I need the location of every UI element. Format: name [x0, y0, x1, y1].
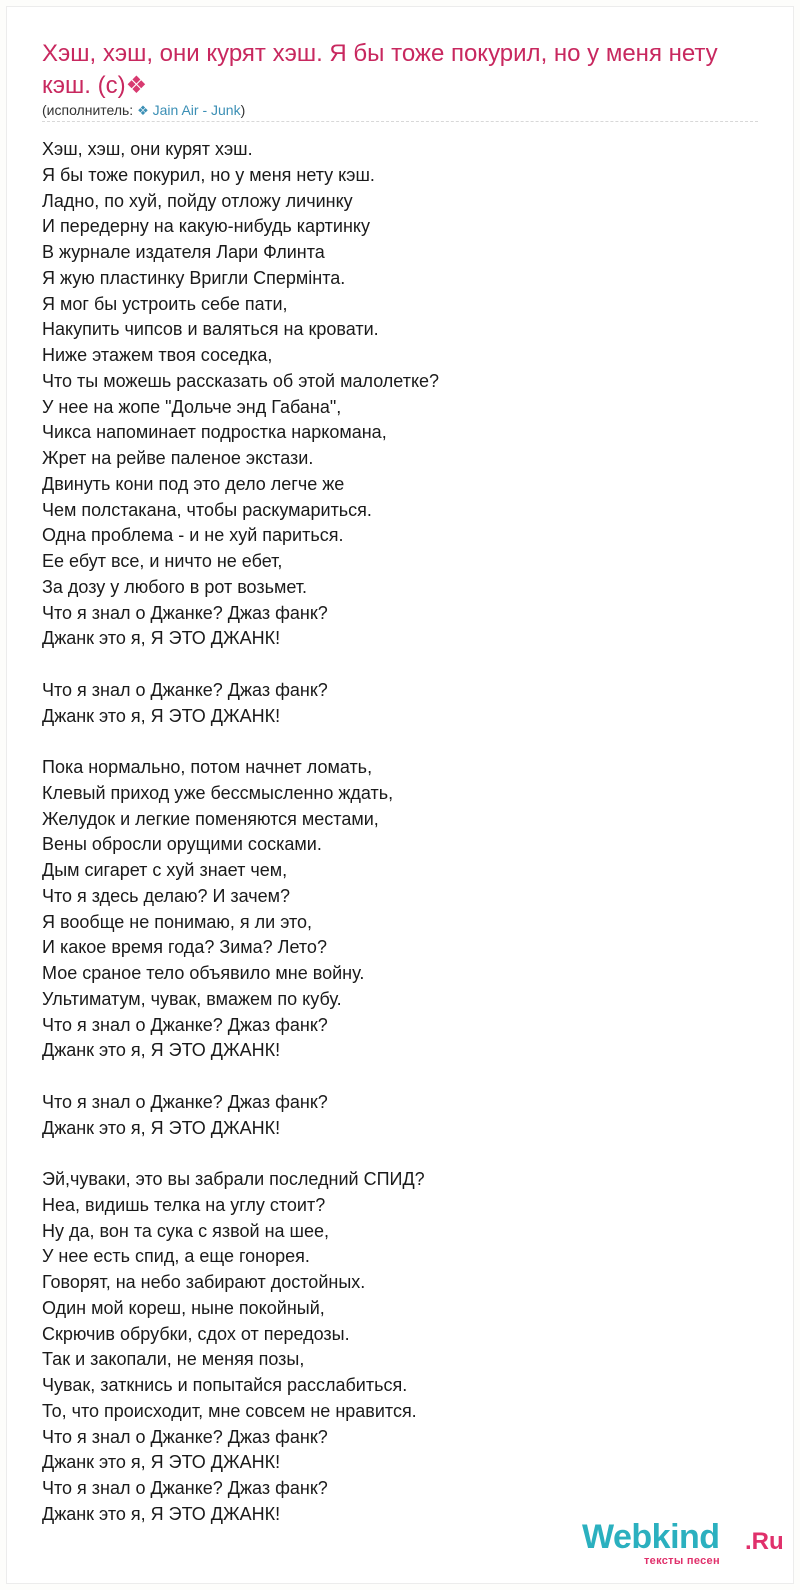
diamond-icon: ❖ [137, 103, 149, 118]
lyric-line [42, 1141, 742, 1167]
lyric-line: Что я знал о Джанке? Джаз фанк? [42, 679, 328, 700]
lyric-line: Джанк это я, Я ЭТО ДЖАНК! [42, 705, 281, 726]
lyric-line: За дозу у любого в рот возьмет. [42, 576, 308, 597]
lyric-line: Мое сраное тело объявило мне войну. [42, 963, 365, 983]
lyric-line: Я жую пластинку Вригли Спермінта. [42, 267, 346, 288]
artist-line [42, 102, 245, 119]
lyric-line [42, 729, 742, 755]
site-logo[interactable] [582, 1518, 782, 1568]
lyric-line: И какое время года? Зима? Лето? [42, 937, 327, 958]
lyric-line: То, что происходит, мне совсем не нравится. [42, 1400, 417, 1421]
artist-suffix: ) [240, 102, 246, 118]
logo-domain: .Ru [745, 1528, 784, 1555]
logo-name: Webkind [582, 1518, 720, 1556]
lyric-line: Что ты можешь рассказать об этой малолетке? [42, 370, 440, 391]
lyric-line: Чем полстакана, чтобы раскумариться. [42, 499, 372, 520]
lyric-line: Один мой кореш, ныне покойный, [42, 1297, 325, 1318]
lyrics-body [42, 137, 742, 1528]
lyric-line: Скрючив обрубки, сдох от передозы. [42, 1323, 350, 1344]
lyric-line [42, 652, 742, 678]
lyric-line: Неа, видишь телка на углу стоит? [42, 1194, 326, 1215]
lyric-line: Желудок и легкие поменяются местами, [42, 808, 379, 829]
lyric-line: Одна проблема - и не хуй париться. [42, 525, 344, 546]
lyric-line: Дым сигарет с хуй знает чем, [42, 860, 288, 880]
lyric-line: Клевый приход уже бессмысленно ждать, [42, 782, 394, 803]
lyric-line: В журнале издателя Лари Флинта [42, 242, 325, 262]
lyric-line: И передерну на какую-нибудь картинку [42, 216, 370, 237]
lyric-line: Я бы тоже покурил, но у меня нету кэш. [42, 164, 375, 185]
lyric-line: У нее на жопе "Дольче энд Габана", [42, 396, 342, 417]
lyric-line: Джанк это я, Я ЭТО ДЖАНК! [42, 1117, 281, 1138]
lyric-line: Я вообще не понимаю, я ли это, [42, 911, 313, 932]
lyric-line: Ладно, по хуй, пойду отложу личинку [42, 190, 353, 211]
lyric-line: Что я знал о Джанке? Джаз фанк? [42, 1091, 328, 1112]
lyric-line: Джанк это я, Я ЭТО ДЖАНК! [42, 1503, 281, 1524]
diamond-icon: ❖ [125, 72, 148, 99]
lyric-line: Что я знал о Джанке? Джаз фанк? [42, 1426, 328, 1447]
lyric-line: Что я знал о Джанке? Джаз фанк? [42, 1478, 328, 1498]
lyric-line: Ну да, вон та сука с язвой на шее, [42, 1220, 330, 1241]
divider [42, 121, 758, 122]
lyric-line: У нее есть спид, а еще гонорея. [42, 1246, 310, 1267]
lyric-line: Что я здесь делаю? И зачем? [42, 885, 291, 906]
lyric-line: Ее ебут все, и ничто не ебет, [42, 551, 283, 571]
lyric-line: Эй,чуваки, это вы забрали последний СПИД? [42, 1169, 425, 1189]
lyric-line: Что я знал о Джанке? Джаз фанк? [42, 1014, 328, 1035]
lyric-line: Чикса напоминает подростка наркомана, [42, 422, 387, 443]
lyric-line: Жрет на рейве паленое экстази. [42, 448, 314, 468]
page-title [42, 38, 762, 102]
lyric-line: Джанк это я, Я ЭТО ДЖАНК! [42, 1452, 281, 1473]
lyric-line: Накупить чипсов и валяться на кровати. [42, 319, 379, 340]
lyric-line: Ультиматум, чувак, вмажем по кубу. [42, 988, 342, 1009]
lyric-line: Пока нормально, потом начнет ломать, [42, 757, 373, 777]
lyric-line: Чувак, заткнись и попытайся расслабиться. [42, 1375, 408, 1395]
logo-tagline: тексты песен [644, 1555, 720, 1567]
title-text: Хэш, хэш, они курят хэш. Я бы тоже покурил, но у меня нету кэш. (с) [42, 40, 718, 99]
lyric-line: Джанк это я, Я ЭТО ДЖАНК! [42, 1040, 281, 1061]
lyric-line: Двинуть кони под это дело легче же [42, 473, 345, 494]
lyric-line: Джанк это я, Я ЭТО ДЖАНК! [42, 628, 281, 649]
lyric-line: Ниже этажем твоя соседка, [42, 345, 273, 365]
lyric-line [42, 1064, 742, 1090]
lyric-line: Говорят, на небо забирают достойных. [42, 1272, 366, 1292]
lyric-line: Так и закопали, не меняя позы, [42, 1349, 305, 1370]
lyric-line: Я мог бы устроить себе пати, [42, 293, 288, 314]
lyric-line: Вены обросли орущими сосками. [42, 834, 322, 855]
artist-link[interactable]: Jain Air - Junk [152, 102, 241, 118]
artist-prefix: (исполнитель: [42, 102, 138, 118]
lyric-line: Что я знал о Джанке? Джаз фанк? [42, 602, 328, 623]
lyric-line: Хэш, хэш, они курят хэш. [42, 139, 253, 159]
